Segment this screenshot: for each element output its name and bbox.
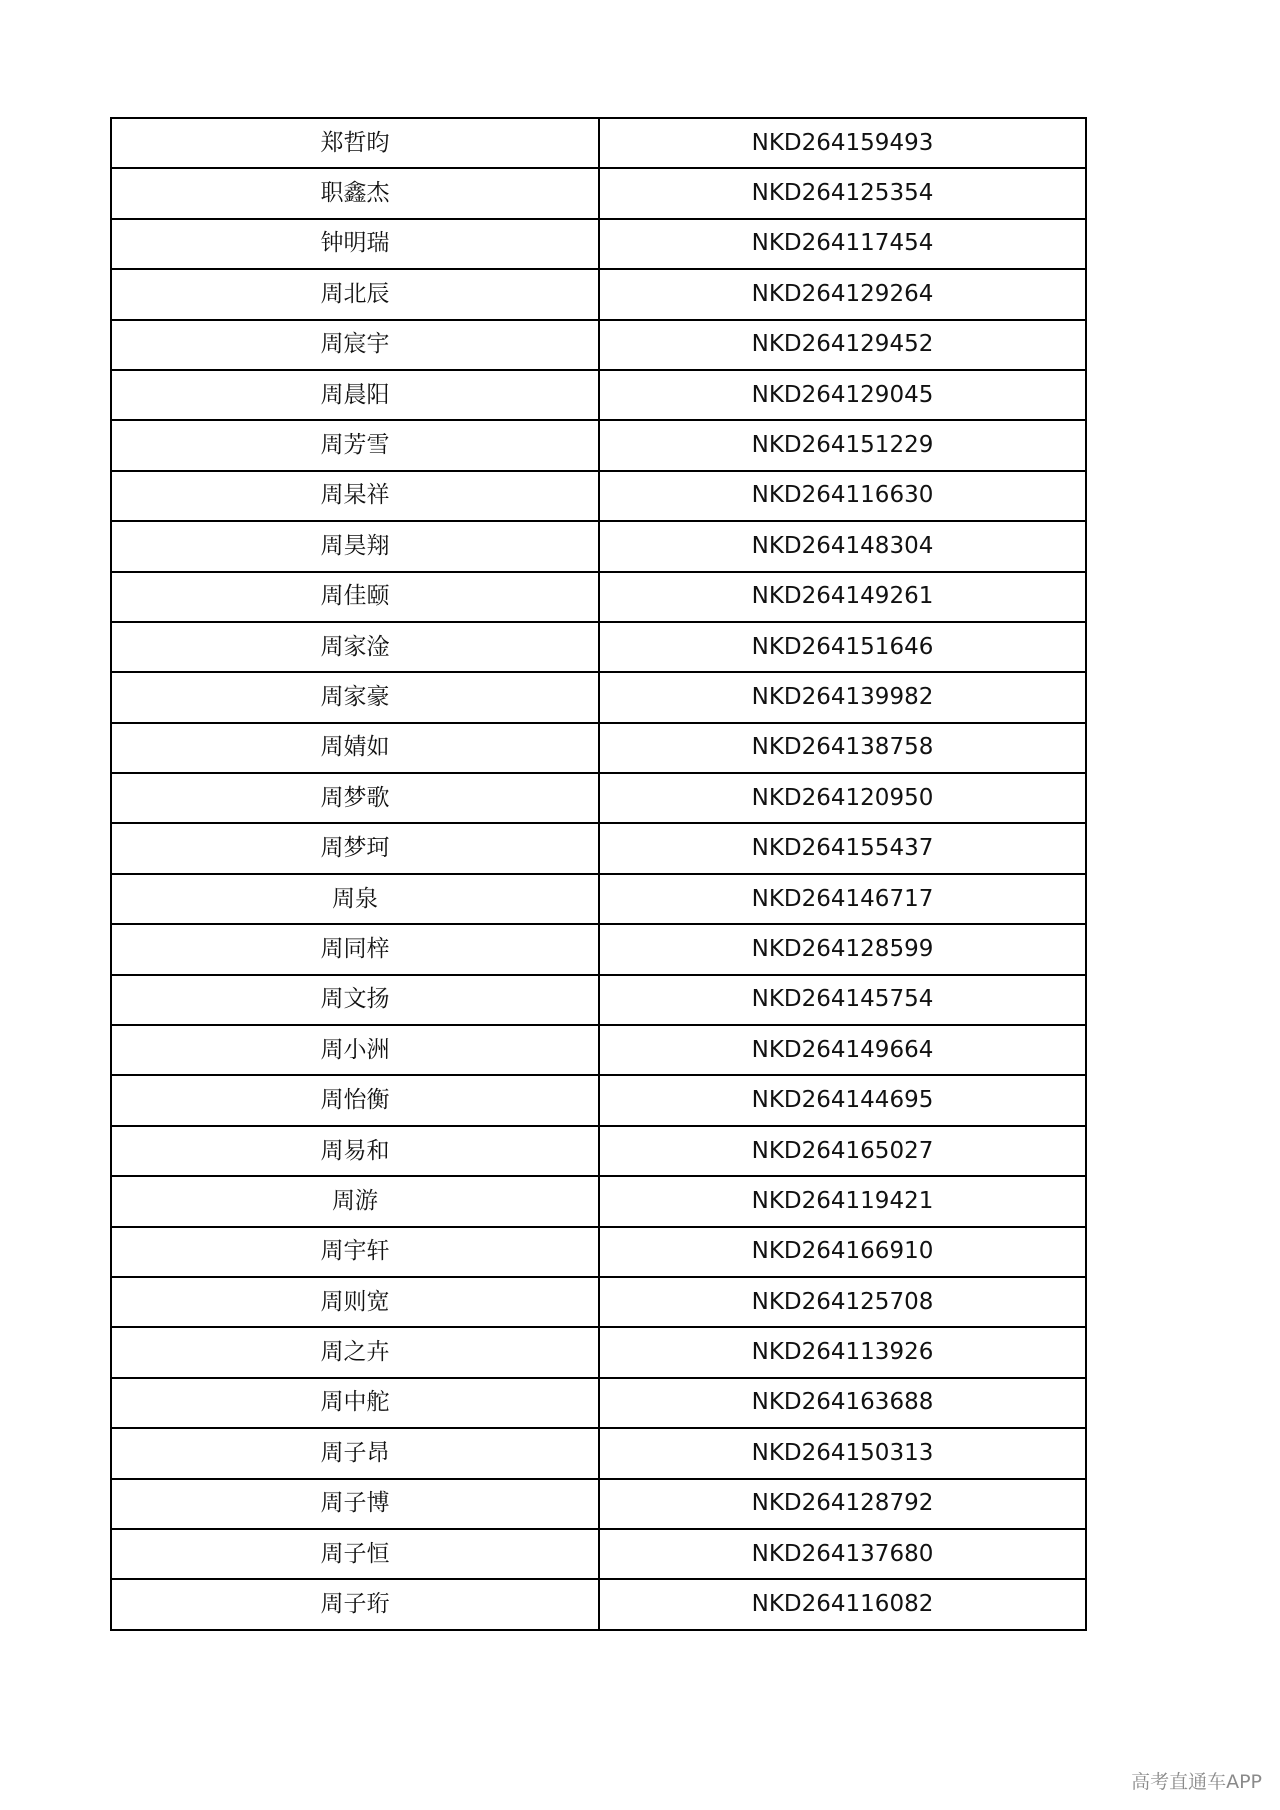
id-cell: NKD264151229 bbox=[599, 420, 1086, 470]
name-cell: 周中舵 bbox=[111, 1378, 599, 1428]
watermark-text: 高考直通车APP bbox=[1131, 1771, 1262, 1793]
name-cell: 周宇轩 bbox=[111, 1227, 599, 1277]
name-cell: 周婧如 bbox=[111, 723, 599, 773]
id-cell: NKD264155437 bbox=[599, 823, 1086, 873]
name-cell: 周宸宇 bbox=[111, 320, 599, 370]
name-cell: 周同梓 bbox=[111, 924, 599, 974]
table-row bbox=[111, 1227, 1086, 1277]
id-cell: NKD264146717 bbox=[599, 874, 1086, 924]
name-cell: 周则宽 bbox=[111, 1277, 599, 1327]
table-body bbox=[111, 118, 1086, 1630]
table-row bbox=[111, 269, 1086, 319]
id-cell: NKD264139982 bbox=[599, 672, 1086, 722]
name-cell: 周梦歌 bbox=[111, 773, 599, 823]
name-cell: 职鑫杰 bbox=[111, 168, 599, 218]
table-row bbox=[111, 672, 1086, 722]
id-cell: NKD264116082 bbox=[599, 1579, 1086, 1629]
table-row bbox=[111, 320, 1086, 370]
id-cell: NKD264116630 bbox=[599, 471, 1086, 521]
table-row bbox=[111, 1176, 1086, 1226]
name-cell: 周文扬 bbox=[111, 975, 599, 1025]
table-row bbox=[111, 1479, 1086, 1529]
id-cell: NKD264129452 bbox=[599, 320, 1086, 370]
id-cell: NKD264125708 bbox=[599, 1277, 1086, 1327]
name-cell: 周子恒 bbox=[111, 1529, 599, 1579]
id-cell: NKD264165027 bbox=[599, 1126, 1086, 1176]
id-cell: NKD264145754 bbox=[599, 975, 1086, 1025]
name-cell: 周子珩 bbox=[111, 1579, 599, 1629]
id-cell: NKD264166910 bbox=[599, 1227, 1086, 1277]
name-cell: 周梦珂 bbox=[111, 823, 599, 873]
name-cell: 周晨阳 bbox=[111, 370, 599, 420]
name-cell: 周芳雪 bbox=[111, 420, 599, 470]
id-cell: NKD264163688 bbox=[599, 1378, 1086, 1428]
name-cell: 周昊翔 bbox=[111, 521, 599, 571]
name-cell: 周易和 bbox=[111, 1126, 599, 1176]
table-row bbox=[111, 572, 1086, 622]
table-row bbox=[111, 420, 1086, 470]
name-cell: 周泉 bbox=[111, 874, 599, 924]
id-cell: NKD264149261 bbox=[599, 572, 1086, 622]
id-cell: NKD264151646 bbox=[599, 622, 1086, 672]
table-row bbox=[111, 874, 1086, 924]
table-row bbox=[111, 1529, 1086, 1579]
table-row bbox=[111, 118, 1086, 168]
id-cell: NKD264128792 bbox=[599, 1479, 1086, 1529]
name-cell: 周北辰 bbox=[111, 269, 599, 319]
table-row bbox=[111, 471, 1086, 521]
table-row bbox=[111, 773, 1086, 823]
table-row bbox=[111, 1075, 1086, 1125]
table-row bbox=[111, 924, 1086, 974]
id-cell: NKD264137680 bbox=[599, 1529, 1086, 1579]
id-cell: NKD264144695 bbox=[599, 1075, 1086, 1125]
table-row bbox=[111, 823, 1086, 873]
name-cell: 钟明瑞 bbox=[111, 219, 599, 269]
name-cell: 周怡衡 bbox=[111, 1075, 599, 1125]
name-cell: 周小洲 bbox=[111, 1025, 599, 1075]
id-cell: NKD264113926 bbox=[599, 1327, 1086, 1377]
table-row bbox=[111, 521, 1086, 571]
id-cell: NKD264129045 bbox=[599, 370, 1086, 420]
name-cell: 周之卉 bbox=[111, 1327, 599, 1377]
table-row bbox=[111, 1025, 1086, 1075]
table-row bbox=[111, 1126, 1086, 1176]
table-row bbox=[111, 168, 1086, 218]
id-cell: NKD264128599 bbox=[599, 924, 1086, 974]
id-cell: NKD264159493 bbox=[599, 118, 1086, 168]
id-cell: NKD264120950 bbox=[599, 773, 1086, 823]
name-cell: 周家淦 bbox=[111, 622, 599, 672]
id-cell: NKD264150313 bbox=[599, 1428, 1086, 1478]
table-row bbox=[111, 1327, 1086, 1377]
table-row bbox=[111, 370, 1086, 420]
id-cell: NKD264138758 bbox=[599, 723, 1086, 773]
table-row bbox=[111, 1277, 1086, 1327]
name-cell: 周杲祥 bbox=[111, 471, 599, 521]
name-cell: 郑哲昀 bbox=[111, 118, 599, 168]
table-row bbox=[111, 723, 1086, 773]
id-cell: NKD264117454 bbox=[599, 219, 1086, 269]
name-cell: 周佳颐 bbox=[111, 572, 599, 622]
table-row bbox=[111, 1579, 1086, 1629]
id-cell: NKD264129264 bbox=[599, 269, 1086, 319]
id-cell: NKD264125354 bbox=[599, 168, 1086, 218]
table-row bbox=[111, 1378, 1086, 1428]
id-cell: NKD264148304 bbox=[599, 521, 1086, 571]
table-row bbox=[111, 219, 1086, 269]
id-cell: NKD264149664 bbox=[599, 1025, 1086, 1075]
id-cell: NKD264119421 bbox=[599, 1176, 1086, 1226]
name-cell: 周家豪 bbox=[111, 672, 599, 722]
table-row bbox=[111, 975, 1086, 1025]
table-row bbox=[111, 1428, 1086, 1478]
name-cell: 周子昂 bbox=[111, 1428, 599, 1478]
name-id-table bbox=[110, 117, 1087, 1631]
table-row bbox=[111, 622, 1086, 672]
name-cell: 周游 bbox=[111, 1176, 599, 1226]
name-cell: 周子博 bbox=[111, 1479, 599, 1529]
